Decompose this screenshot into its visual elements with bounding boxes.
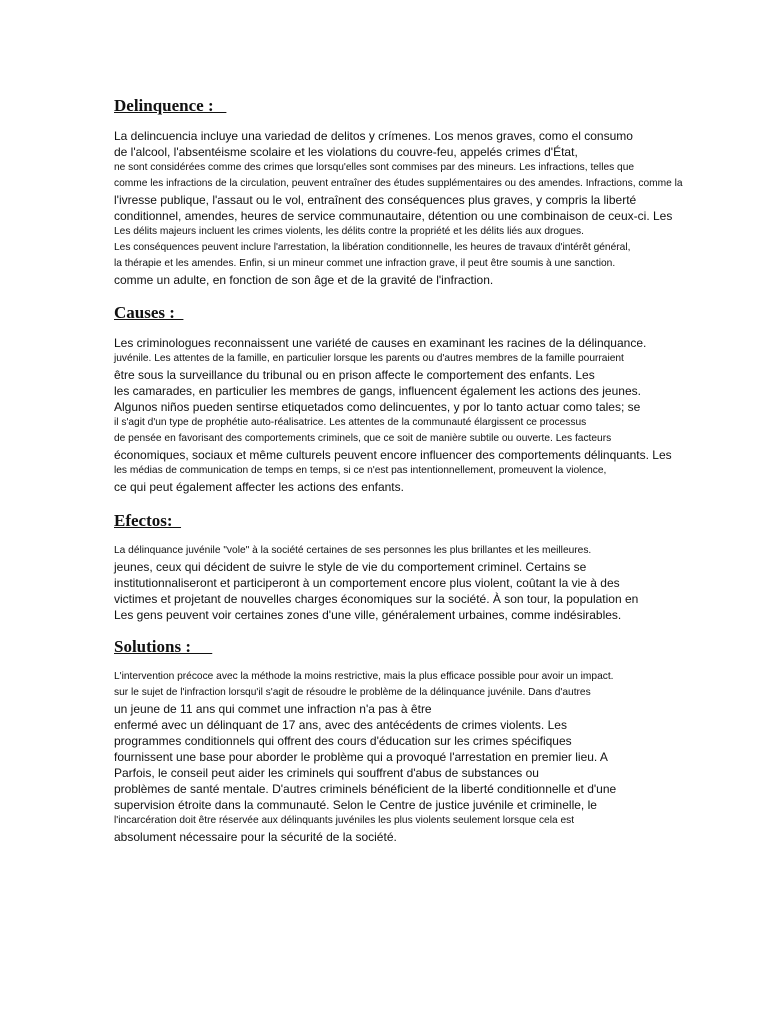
section-solutions (114, 637, 684, 845)
paragraph-line: un jeune de 11 ans qui commet une infraction n'a pas à être (114, 702, 432, 716)
paragraph-line: ce qui peut également affecter les actions des enfants. (114, 480, 404, 494)
paragraph-line: juvénile. Les attentes de la famille, en particulier lorsque les parents ou d'autres membres de la famille pourraient (114, 353, 624, 364)
paragraph-line: ne sont considérées comme des crimes que lorsqu'elles sont commises par des mineurs. Les infractions, telles que (114, 162, 635, 173)
section-causes (114, 303, 684, 495)
paragraph-line: Les criminologues reconnaissent une variété de causes en examinant les racines de la délinquance. (114, 336, 647, 350)
paragraph-line: comme un adulte, en fonction de son âge et de la gravité de l'infraction. (114, 273, 494, 287)
paragraph-line: programmes conditionnels qui offrent des cours d'éducation sur les crimes spécifiques (114, 734, 572, 748)
section-body (114, 669, 684, 845)
paragraph-line: La delincuencia incluye una variedad de delitos y crímenes. Los menos graves, como el consumo (114, 129, 633, 143)
section-heading: Efectos: (114, 511, 182, 530)
paragraph-line: La délinquance juvénile "vole" à la société certaines de ses personnes les plus brillantes et les meilleures. (114, 545, 592, 556)
section-body (114, 128, 684, 288)
paragraph-line: victimes et projetant de nouvelles charges économiques sur la société. À son tour, la population en (114, 592, 639, 606)
paragraph-line: les médias de communication de temps en temps, si ce n'est pas intentionnellement, promeuvent la violence, (114, 465, 607, 476)
paragraph-line: économiques, sociaux et même culturels peuvent encore influencer des comportements délinquants. Les (114, 448, 672, 462)
section-body (114, 543, 684, 623)
paragraph-line: sur le sujet de l'infraction lorsqu'il s'agit de résoudre le problème de la délinquance juvénile. Dans d'autres (114, 687, 591, 698)
paragraph-line: jeunes, ceux qui décident de suivre le style de vie du comportement criminel. Certains se (114, 560, 587, 574)
paragraph-line: l'ivresse publique, l'assaut ou le vol, entraînent des conséquences plus graves, y compris la liberté (114, 193, 637, 207)
paragraph-line: Les délits majeurs incluent les crimes violents, les délits contre la propriété et les délits liés aux drogues. (114, 226, 584, 237)
paragraph-line: conditionnel, amendes, heures de service communautaire, détention ou une combinaison de ceux-ci. Les (114, 209, 673, 223)
paragraph-line: l'incarcération doit être réservée aux délinquants juvéniles les plus violents seulement lorsque cela est (114, 815, 575, 826)
section-heading: Causes : (114, 303, 184, 322)
paragraph-line: comme les infractions de la circulation, peuvent entraîner des études supplémentaires ou des amendes. Infractions, comme la (114, 178, 683, 189)
section-heading: Solutions : (114, 637, 213, 656)
paragraph-line: L'intervention précoce avec la méthode la moins restrictive, mais la plus efficace possible pour avoir un impact. (114, 671, 614, 682)
paragraph-line: être sous la surveillance du tribunal ou en prison affecte le comportement des enfants. Les (114, 368, 595, 382)
paragraph-line: supervision étroite dans la communauté. Selon le Centre de justice juvénile et criminelle, le (114, 798, 597, 812)
paragraph-line: les camarades, en particulier les membres de gangs, influencent également les actions des jeunes. (114, 384, 641, 398)
section-efectos (114, 511, 684, 623)
paragraph-line: institutionnaliseront et participeront à un comportement encore plus violent, coûtant la vie à des (114, 576, 620, 590)
section-body (114, 335, 684, 495)
paragraph-line: Les gens peuvent voir certaines zones d'une ville, généralement urbaines, comme indésirables. (114, 608, 622, 622)
paragraph-line: fournissent une base pour aborder le problème qui a provoqué l'arrestation en premier lieu. A (114, 750, 608, 764)
paragraph-line: enfermé avec un délinquant de 17 ans, avec des antécédents de crimes violents. Les (114, 718, 567, 732)
paragraph-line: la thérapie et les amendes. Enfin, si un mineur commet une infraction grave, il peut être soumis à une sanction. (114, 258, 616, 269)
paragraph-line: Parfois, le conseil peut aider les criminels qui souffrent d'abus de substances ou (114, 766, 539, 780)
section-delinquence (114, 96, 684, 288)
paragraph-line: Algunos niños pueden sentirse etiquetados como delincuentes, y por lo tanto actuar como tales; se (114, 400, 641, 414)
paragraph-line: problèmes de santé mentale. D'autres criminels bénéficient de la liberté conditionnelle et d'une (114, 782, 617, 796)
paragraph-line: absolument nécessaire pour la sécurité de la société. (114, 830, 397, 844)
paragraph-line: il s'agit d'un type de prophétie auto-réalisatrice. Les attentes de la communauté élargissent ce processus (114, 417, 587, 428)
paragraph-line: de l'alcool, l'absentéisme scolaire et les violations du couvre-feu, appelés crimes d'État, (114, 145, 578, 159)
paragraph-line: Les conséquences peuvent inclure l'arrestation, la libération conditionnelle, les heures de travaux d'intérêt général, (114, 242, 631, 253)
section-heading: Delinquence : (114, 96, 227, 115)
paragraph-line: de pensée en favorisant des comportements criminels, que ce soit de manière subtile ou ouverte. Les facteurs (114, 433, 612, 444)
